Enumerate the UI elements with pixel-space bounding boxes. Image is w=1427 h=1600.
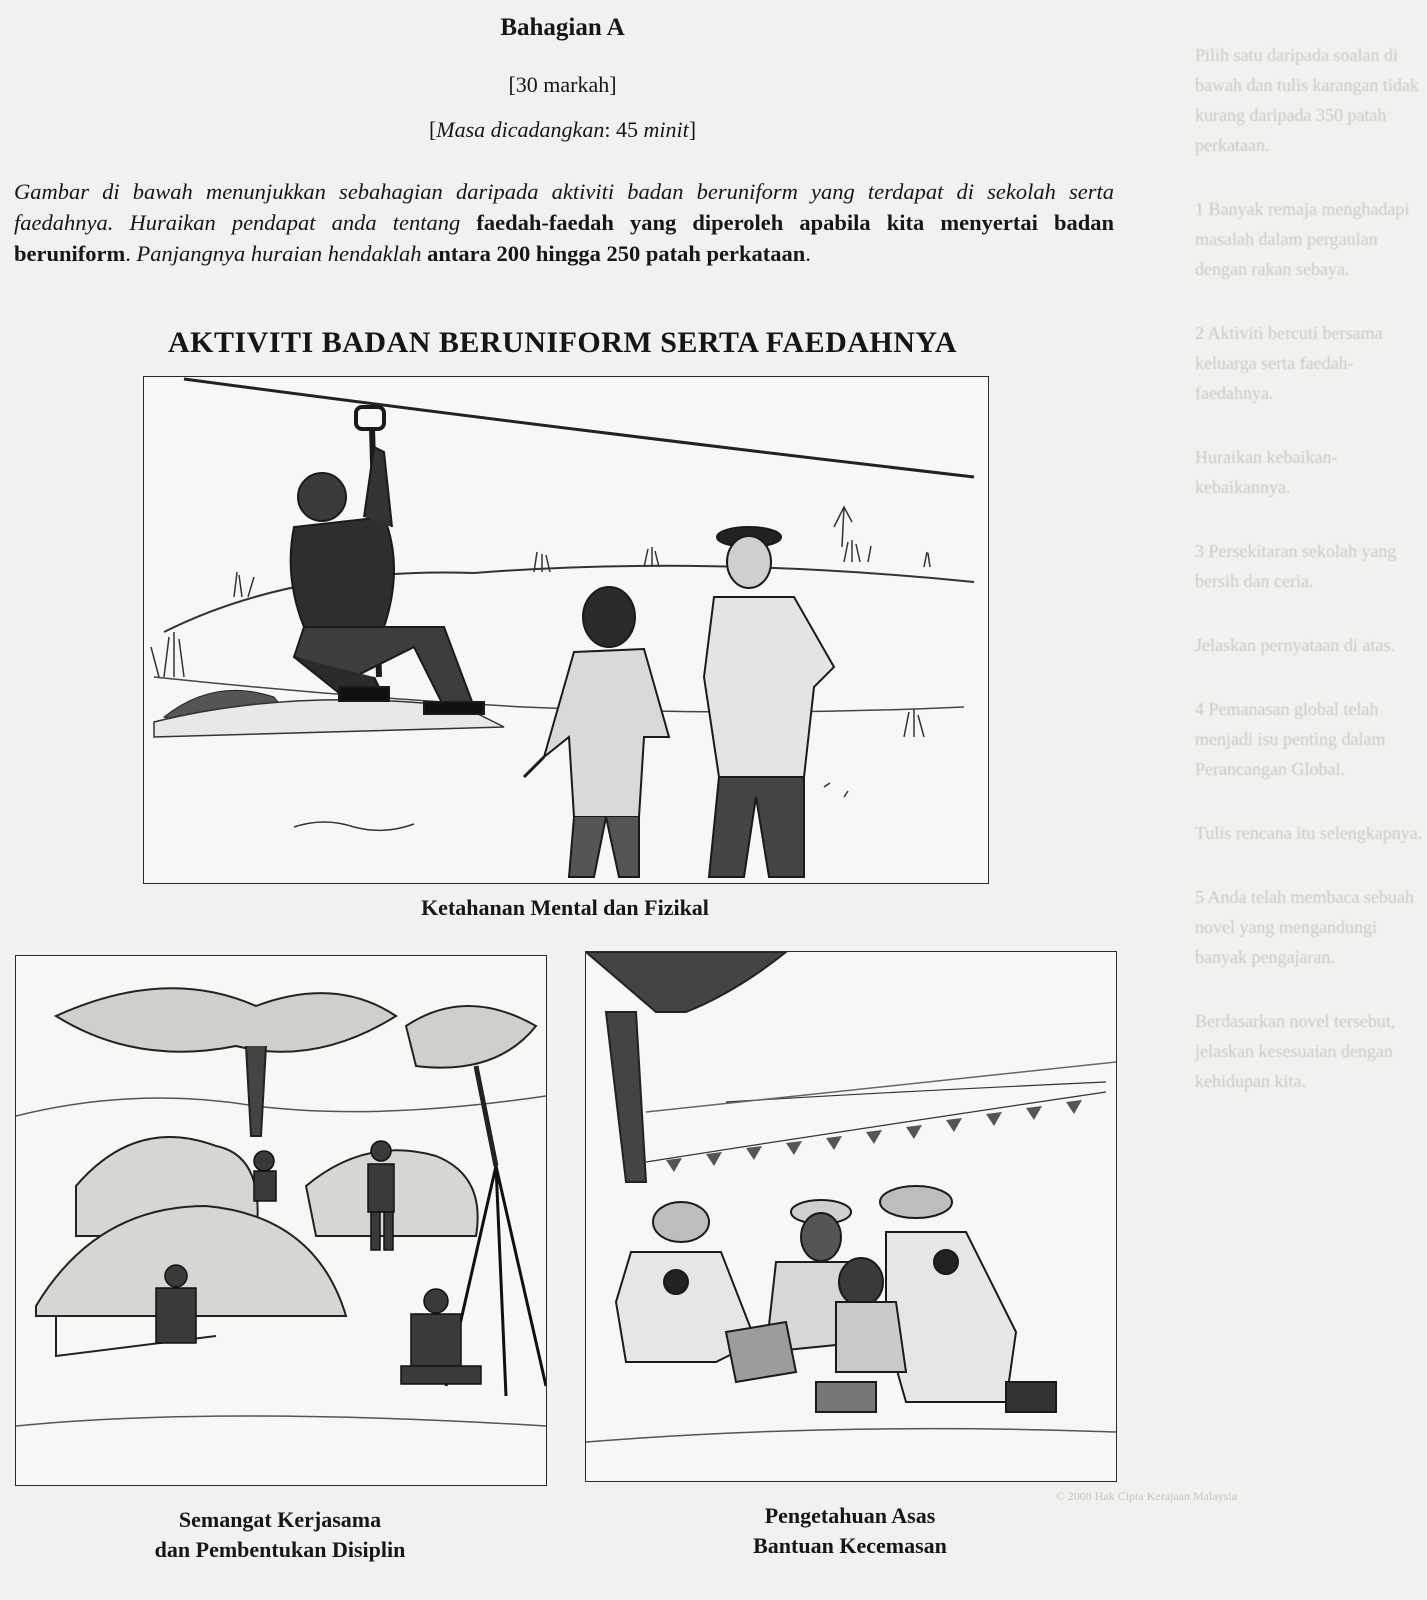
bleed-line: Jelaskan pernyataan di atas. <box>1195 635 1395 655</box>
section-heading: Bahagian A <box>500 14 625 41</box>
flying-fox-illustration <box>143 376 989 884</box>
bleed-line: 4 Pemanasan global telah menjadi isu penting dalam Perancangan Global. <box>1195 699 1386 779</box>
caption-top <box>143 893 987 923</box>
bleed-line: Berdasarkan novel tersebut, jelaskan kesesuaian dengan kehidupan kita. <box>1195 1011 1396 1091</box>
bleed-line: 1 Banyak remaja menghadapi masalah dalam pergaulan dengan rakan sebaya. <box>1195 199 1410 279</box>
flying-fox-drawing <box>144 377 988 883</box>
bleed-line: Tulis rencana itu selengkapnya. <box>1195 823 1423 843</box>
time-unit: minit <box>643 117 689 142</box>
first-aid-illustration <box>585 951 1117 1482</box>
bleed-line: Huraikan kebaikan-kebaikannya. <box>1195 447 1338 497</box>
camping-drawing <box>16 956 546 1485</box>
instruction-emphasis: faedah-faedah yang diperoleh apabila kita menyertai badan beruniform <box>14 210 1114 266</box>
instruction-text: . <box>125 241 137 266</box>
caption-line: Ketahanan Mental dan Fizikal <box>421 895 709 920</box>
first-aid-drawing <box>586 952 1116 1481</box>
figure-title: AKTIVITI BADAN BERUNIFORM SERTA FAEDAHNYA <box>168 326 957 359</box>
bleed-line: 3 Persekitaran sekolah yang bersih dan ceria. <box>1195 541 1397 591</box>
bleed-through-text <box>1195 40 1425 1130</box>
time-value: : 45 <box>604 117 644 142</box>
instruction-text: Panjangnya huraian hendaklah <box>136 241 428 266</box>
suggested-time: [Masa dicadangkan: 45 minit] <box>428 117 697 142</box>
bleed-line: Pilih satu daripada soalan di bawah dan tulis karangan tidak kurang daripada 350 patah perkataan. <box>1195 45 1419 155</box>
bleed-through-footer: © 2008 Hak Cipta Kerajaan Malaysia <box>1055 1489 1237 1503</box>
bleed-line: 5 Anda telah membaca sebuah novel yang mengandungi banyak pengajaran. <box>1195 887 1414 967</box>
instruction-text: Gambar di bawah menunjukkan sebahagian daripada aktiviti badan beruniform yang terdapat di sekolah serta faedahnya. Huraikan pendapat anda tentang <box>14 179 1114 235</box>
time-label: Masa dicadangkan <box>436 117 605 142</box>
bleed-line: 2 Aktiviti bercuti bersama keluarga serta faedah-faedahnya. <box>1195 323 1383 403</box>
marks-label: [30 markah] <box>508 72 617 97</box>
caption-line: dan Pembentukan Disiplin <box>154 1537 406 1562</box>
caption-bottom-left <box>130 1505 430 1565</box>
caption-line: Pengetahuan Asas <box>764 1503 936 1528</box>
question-instructions <box>14 176 1114 269</box>
caption-line: Semangat Kerjasama <box>178 1507 382 1532</box>
instruction-emphasis: antara 200 hingga 250 patah perkataan <box>427 241 806 266</box>
caption-bottom-right <box>700 1501 1000 1561</box>
caption-line: Bantuan Kecemasan <box>753 1533 947 1558</box>
camping-illustration <box>15 955 547 1486</box>
instruction-text: . <box>805 241 811 266</box>
